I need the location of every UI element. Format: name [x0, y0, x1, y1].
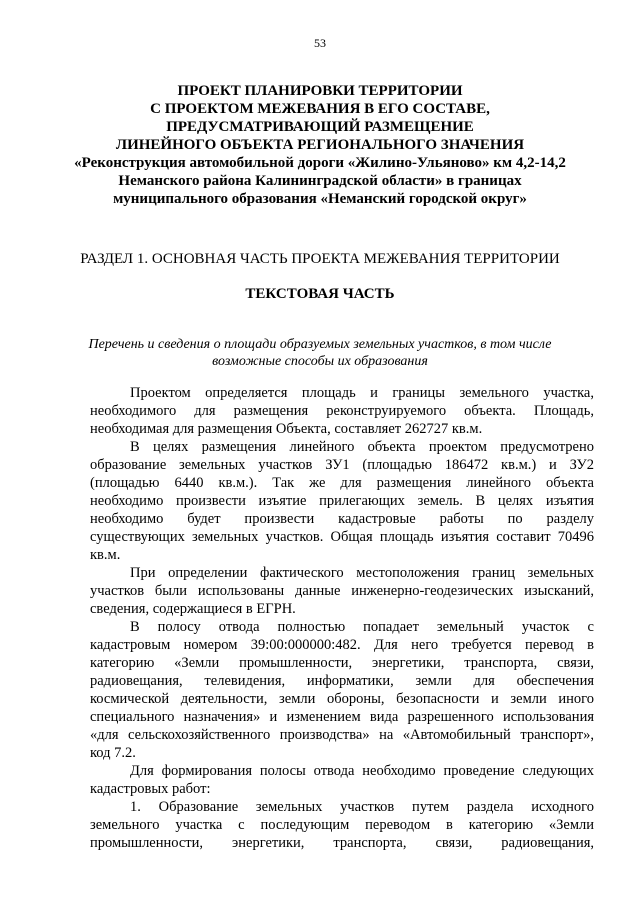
- text-line: (площадью 6440 кв.м.). Так же для размещения линейного объекта: [90, 475, 594, 491]
- text-line: специального назначения» и изменением вида разрешенного использования: [90, 709, 594, 725]
- title-line: ПРЕДУСМАТРИВАЮЩИЙ РАЗМЕЩЕНИЕ: [166, 119, 474, 135]
- title-line: ПРОЕКТ ПЛАНИРОВКИ ТЕРРИТОРИИ: [177, 83, 463, 99]
- text-line: В целях размещения линейного объекта проектом предусмотрено: [130, 439, 594, 455]
- document-title: [60, 82, 580, 208]
- text-line: необходимого для размещения реконструируемого объекта. Площадь,: [90, 403, 594, 419]
- text-line: радиовещания, телевидения, информатики, земли для обеспечения: [90, 673, 594, 689]
- text-line: необходимо будет произвести кадастровые работы по разделу: [90, 511, 594, 527]
- subheading-line: Перечень и сведения о площади образуемых земельных участков, в том числе: [88, 337, 552, 352]
- subheading: [80, 336, 560, 370]
- title-line: Неманского района Калининградской области» в границах: [118, 173, 522, 189]
- text-line: необходимо произвести изъятие прилегающих земель. В целях изъятия: [90, 493, 594, 509]
- text-line: необходимая для размещения Объекта, составляет 262727 кв.м.: [90, 421, 483, 437]
- section-heading: РАЗДЕЛ 1. ОСНОВНАЯ ЧАСТЬ ПРОЕКТА МЕЖЕВАНИЯ ТЕРРИТОРИИ: [80, 251, 560, 267]
- text-line: Проектом определяется площадь и границы земельного участка,: [130, 385, 594, 401]
- text-line: земельного участка с последующим переводом в категорию «Земли: [90, 817, 594, 833]
- text-line: участков были использованы данные инженерно-геодезических изысканий,: [90, 583, 594, 599]
- body-text: [90, 384, 594, 852]
- title-line: «Реконструкция автомобильной дороги «Жилино-Ульяново» км 4,2-14,2: [74, 155, 566, 171]
- text-line: промышленности, энергетики, транспорта, связи, радиовещания,: [90, 835, 594, 851]
- text-line: код 7.2.: [90, 745, 136, 761]
- title-line: С ПРОЕКТОМ МЕЖЕВАНИЯ В ЕГО СОСТАВЕ,: [150, 101, 490, 117]
- text-line: 1. Образование земельных участков путем раздела исходного: [130, 799, 594, 815]
- text-line: категорию «Земли промышленности, энергетики, транспорта, связи,: [90, 655, 594, 671]
- text-line: При определении фактического местоположения границ земельных: [130, 565, 594, 581]
- text-line: образование земельных участков ЗУ1 (площадью 186472 кв.м.) и ЗУ2: [90, 457, 594, 473]
- text-line: существующих земельных участков. Общая площадь изъятия составит 70496: [90, 529, 594, 545]
- text-line: Для формирования полосы отвода необходимо проведение следующих: [130, 763, 594, 779]
- text-line: кадастровым номером 39:00:000000:482. Для него требуется перевод в: [90, 637, 594, 653]
- part-heading: ТЕКСТОВАЯ ЧАСТЬ: [245, 286, 395, 302]
- subheading-line: возможные способы их образования: [212, 354, 428, 369]
- text-line: В полосу отвода полностью попадает земельный участок с: [130, 619, 594, 635]
- title-line: муниципального образования «Неманский городской округ»: [113, 191, 527, 207]
- page-number: 53: [314, 36, 326, 50]
- text-line: сведения, содержащиеся в ЕГРН.: [90, 601, 296, 617]
- text-line: кадастровых работ:: [90, 781, 211, 797]
- text-line: космической деятельности, земли обороны, безопасности и земли иного: [90, 691, 594, 707]
- text-line: кв.м.: [90, 547, 121, 563]
- text-line: «для сельскохозяйственного производства» на «Автомобильный транспорт»,: [90, 727, 594, 743]
- title-line: ЛИНЕЙНОГО ОБЪЕКТА РЕГИОНАЛЬНОГО ЗНАЧЕНИЯ: [115, 137, 525, 153]
